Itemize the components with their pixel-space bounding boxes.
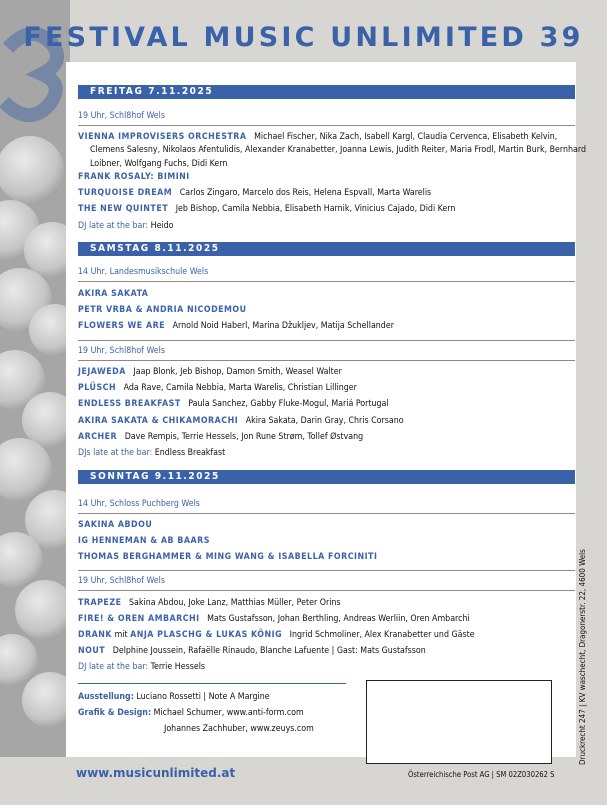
band-members: Paula Sanchez, Gabby Fluke-Mogul, Mariá Portugal (188, 399, 389, 409)
dj-label: DJs late at the bar: (78, 448, 153, 458)
session-subtitle: 19 Uhr, Schl8hof Wels (78, 111, 165, 121)
dj-entry (78, 447, 576, 460)
day-header-saturday: SAMSTAG 8.11.2025 (78, 242, 575, 256)
band-name: PETR VRBA & ANDRIA NICODEMOU (78, 305, 247, 315)
credit-label: Ausstellung: (78, 692, 134, 702)
program-entry (78, 519, 576, 532)
program-entry (78, 320, 576, 333)
band-members: Ingrid Schmoliner, Alex Kranabetter und Gäste (289, 630, 475, 640)
program-entry (78, 431, 576, 444)
band-name: FIRE! & OREN AMBARCHI (78, 614, 200, 624)
session-subtitle: 19 Uhr, Schl8hof Wels (78, 576, 165, 586)
credits (78, 689, 314, 737)
day-header-friday: FREITAG 7.11.2025 (78, 85, 575, 99)
session-subtitle: 14 Uhr, Landesmusikschule Wels (78, 267, 209, 277)
program-entry (78, 597, 576, 610)
program-entry (78, 535, 576, 548)
band-name: JEJAWEDA (78, 367, 126, 377)
band-members: Dave Rempis, Terrie Hessels, Jon Rune Strøm, Tollef Østvang (124, 432, 364, 442)
band-connector: mit (114, 630, 128, 640)
divider (78, 125, 575, 126)
divider (78, 590, 575, 591)
dj-name: Endless Breakfast (154, 448, 226, 458)
program-entry (78, 187, 576, 200)
band-members: Michael Fischer, Nika Zach, Isabell Kargl, Claudia Cervenca, Elisabeth Kelvin, Clemens Salesny, Nikolaos Afentulidis, Alexander Kranabetter, Joanna Lewis, Judith Reiter, Maria Frodl, Martin Burk, Bernhard Loibner, Wolfgang Fuchs, Didi Kern (90, 132, 586, 169)
credit-value: Michael Schumer, www.anti-form.com (153, 708, 304, 718)
program-entry (78, 629, 576, 642)
divider (78, 360, 575, 361)
website-link[interactable]: www.musicunlimited.at (76, 766, 236, 780)
band-name: FRANK ROSALY: BIMINI (78, 172, 190, 182)
postal-note: Österreichische Post AG | SM 02Z030262 S (408, 770, 555, 779)
divider (78, 570, 575, 571)
band-members: Ada Rave, Camila Nebbia, Marta Warelis, Christian Lillinger (123, 383, 357, 393)
program-entry (78, 382, 576, 395)
program-entry (78, 613, 576, 626)
band-name: IG HENNEMAN & AB BAARS (78, 536, 210, 546)
program-entry (78, 203, 576, 216)
dj-name: Heido (150, 221, 174, 231)
band-name: TURQUOISE DREAM (78, 188, 173, 198)
dj-name: Terrie Hessels (150, 662, 206, 672)
band-members: Akira Sakata, Darin Gray, Chris Corsano (245, 416, 404, 426)
printing-note: Druckrecht 247 | KV waschecht, Dragonerstr. 22, 4600 Wels (578, 549, 587, 765)
band-name: ENDLESS BREAKFAST (78, 399, 181, 409)
program-entry (78, 645, 576, 658)
credit-value: Johannes Zachhuber, www.zeuys.com (164, 724, 314, 734)
band-name: TRAPEZE (78, 598, 122, 608)
session-subtitle: 14 Uhr, Schloss Puchberg Wels (78, 499, 200, 509)
divider (78, 340, 575, 341)
dj-entry (78, 661, 576, 674)
band-name: SAKINA ABDOU (78, 520, 153, 530)
program-entry (78, 398, 576, 411)
band-name: NOUT (78, 646, 106, 656)
program-entry (78, 131, 588, 171)
dj-label: DJ late at the bar: (78, 221, 149, 231)
credit-design-continued (78, 721, 314, 737)
band-members: Jeb Bishop, Camila Nebbia, Elisabeth Harnik, Vinicius Cajado, Didi Kern (175, 204, 456, 214)
dj-entry (78, 220, 576, 233)
day-header-sunday: SONNTAG 9.11.2025 (78, 470, 575, 484)
session-subtitle: 19 Uhr, Schl8hof Wels (78, 346, 165, 356)
band-name: ARCHER (78, 432, 118, 442)
program-entry (78, 551, 576, 564)
program-entry (78, 415, 576, 428)
address-box (366, 680, 552, 764)
credit-design (78, 705, 314, 721)
band-members: Arnold Noid Haberl, Marina Džukljev, Matija Schellander (172, 321, 394, 331)
program-entry (78, 288, 576, 301)
divider (78, 513, 575, 514)
credit-label: Grafik & Design: (78, 708, 152, 718)
credit-exhibition (78, 689, 314, 705)
program-entry (78, 304, 576, 317)
band-name: VIENNA IMPROVISERS ORCHESTRA (78, 132, 247, 142)
page-title: FESTIVAL MUSIC UNLIMITED 39 (23, 22, 584, 53)
band-name: THOMAS BERGHAMMER & MING WANG & ISABELLA FORCINITI (78, 552, 378, 562)
band-name: THE NEW QUINTET (78, 204, 169, 214)
band-members: Mats Gustafsson, Johan Berthling, Andreas Werliin, Oren Ambarchi (207, 614, 470, 624)
band-members: Jaap Blonk, Jeb Bishop, Damon Smith, Weasel Walter (133, 367, 342, 377)
band-members: Delphine Joussein, Rafaëlle Rinaudo, Blanche Lafuente | Gast: Mats Gustafsson (112, 646, 426, 656)
band-members: Sakina Abdou, Joke Lanz, Matthias Müller, Peter Orins (129, 598, 341, 608)
band-name: AKIRA SAKATA (78, 289, 149, 299)
band-name: DRANK (78, 630, 113, 640)
program-entry (78, 366, 576, 379)
divider (78, 281, 575, 282)
divider (78, 683, 346, 684)
credit-value: Luciano Rossetti | Note A Margine (136, 692, 270, 702)
band-name-secondary: ANJA PLASCHG & LUKAS KÖNIG (130, 630, 283, 640)
band-name: AKIRA SAKATA & CHIKAMORACHI (78, 416, 239, 426)
program-entry (78, 171, 576, 184)
band-members: Carlos Zingaro, Marcelo dos Reis, Helena Espvall, Marta Warelis (179, 188, 432, 198)
band-name: FLOWERS WE ARE (78, 321, 166, 331)
band-name: PLÜSCH (78, 383, 117, 393)
dj-label: DJ late at the bar: (78, 662, 149, 672)
